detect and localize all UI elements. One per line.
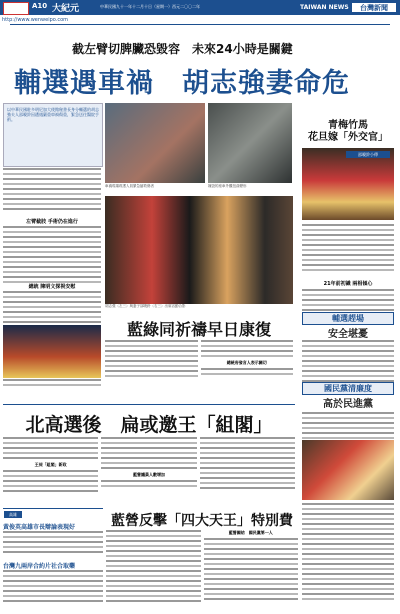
kaohsiung-item-1: 黃俊英高雄市長辯論表現好 (3, 524, 76, 531)
north-sub-1: 王昶「組閣」新政 (34, 462, 67, 467)
portrait-photo (302, 148, 394, 220)
masthead-rule (10, 24, 390, 25)
lead-headline: 輔選遇車禍 胡志強妻命危 (14, 68, 350, 99)
lead-body-col (3, 168, 101, 213)
page-number: A10 (32, 2, 48, 10)
north-headline: 北高選後 扁或邀王「組閣」 (25, 414, 273, 436)
date-line: 中華民國九十一年十二月十日（星期一）西元二〇〇二年 (100, 4, 200, 9)
right-headline-l1: 青梅竹馬 (328, 120, 368, 131)
rally-body (3, 379, 101, 389)
bottom-body (106, 530, 298, 605)
right-headline-l2: 花旦嫁「外交官」 (308, 132, 388, 143)
website-url[interactable]: http://www.wenweipo.com (2, 17, 69, 23)
right-headline (300, 120, 396, 144)
north-rule (3, 404, 295, 405)
kaohsiung-item-2: 台灣九兩岸合約片社合取藥 (3, 563, 76, 570)
lead-body-col-2 (3, 226, 101, 286)
couple-event-photo (105, 196, 293, 304)
photo-caption-1: 車禍現場救護人員緊急搶救傷者 (105, 184, 154, 188)
north-body (3, 437, 295, 495)
pray-body (105, 340, 293, 380)
right-body-2 (302, 289, 394, 314)
section-en: TAIWAN NEWS (300, 4, 349, 11)
kaohsiung-tag: 高雄 (4, 511, 22, 518)
wrecked-car-photo (208, 103, 292, 183)
lead-sub-2: 總統 陳明文探視安慰 (28, 284, 76, 290)
right-box-2-tag: 國民黨清廉度 (302, 382, 394, 395)
big-photo-caption: 胡志強（左三）與妻子邵曉鈴（右三）出席活動合影 (105, 304, 186, 308)
north-sub-2: 藍營議員人數增加 (132, 472, 165, 477)
right-box-2-head: 高於民進黨 (323, 399, 373, 410)
pray-sub: 總統府發言人表示關切 (226, 360, 267, 365)
bottom-headline: 藍營反擊「四大天王」特別費 (111, 513, 293, 529)
paper-name: 大紀元 (52, 4, 80, 14)
bio-tag: 邵曉鈴小傳 (346, 151, 390, 158)
flag-logo (3, 2, 29, 15)
pray-headline: 藍綠同祈禱早日康復 (126, 320, 271, 339)
kaohsiung-body-2 (3, 570, 103, 605)
lead-body-col-3 (3, 291, 101, 326)
bottom-sub: 藍營團結 國民黨第一人 (228, 530, 273, 535)
right-box-2-body-2 (302, 503, 394, 603)
lead-intro: 以中華民國駐多明尼加大使館秘書長身分輔選的胡志強夫人邵曉鈴因遭遇嚴重車禍傷重，緊急送往醫院手術。 (7, 107, 99, 122)
lead-sub-1: 左臂截肢 手術仍在進行 (26, 219, 78, 225)
crowd-photo (302, 440, 394, 500)
section-zh: 台灣新聞 (352, 3, 396, 12)
accident-scene-photo (105, 103, 205, 183)
lead-intro-box (3, 103, 103, 167)
lead-kicker: 截左臂切脾臟恐毀容 未來24小時是關鍵 (72, 42, 293, 56)
rally-photo (3, 325, 101, 378)
right-box-1-tag: 輔選趕場 (302, 312, 394, 325)
right-sub: 21年前初識 兩相傾心 (323, 281, 373, 287)
right-box-1-head: 安全堪憂 (328, 329, 368, 340)
kaohsiung-body-1 (3, 531, 103, 556)
right-body-1 (302, 224, 394, 274)
photo-caption-2: 撞毀的座車外觀扭曲變形 (208, 184, 247, 188)
